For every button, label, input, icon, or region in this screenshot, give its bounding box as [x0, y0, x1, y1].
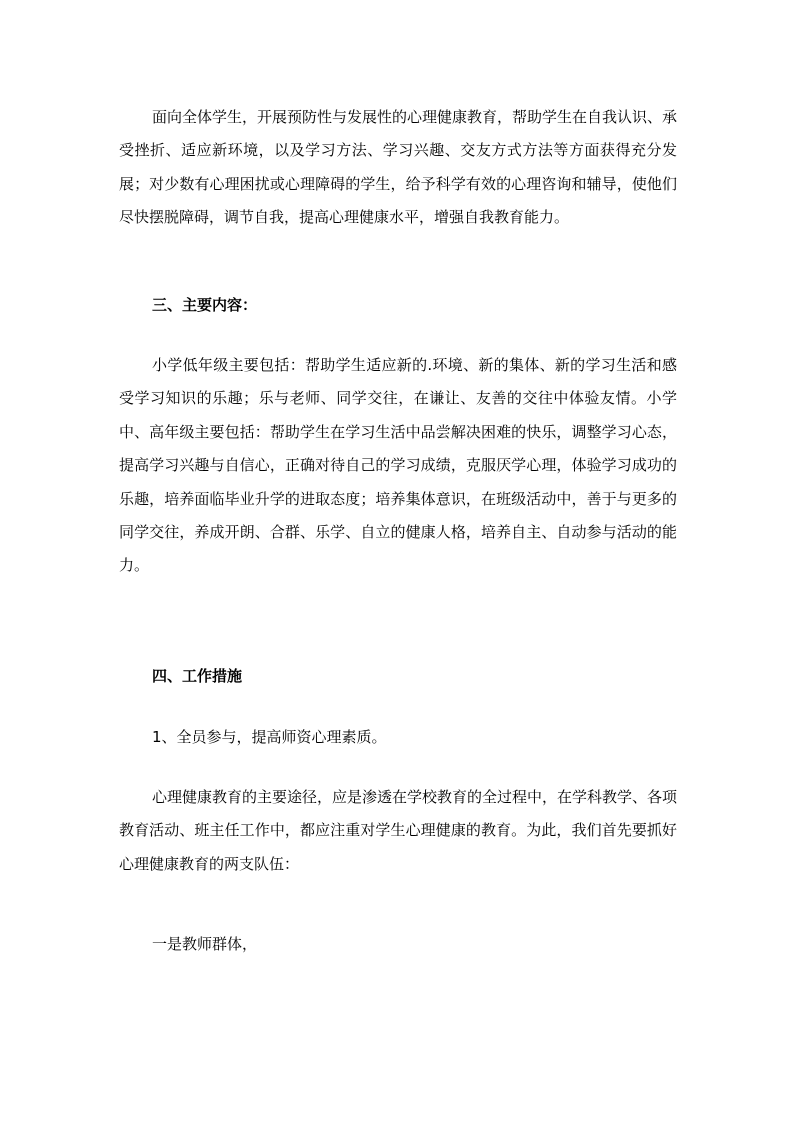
teacher-group-line: 一是教师群体，	[152, 935, 258, 953]
measures-paragraph: 心理健康教育的主要途径，应是渗透在学校教育的全过程中，在学科教学、各项教育活动、班主任工作中，都应注重对学生心理健康的教育。为此，我们首先要抓好心理健康教育的两支队伍：	[119, 788, 678, 873]
section-heading-work-measures: 四、工作措施	[152, 667, 243, 685]
intro-paragraph: 面向全体学生，开展预防性与发展性的心理健康教育，帮助学生在自我认识、承受挫折、适应新环境，以及学习方法、学习兴趣、交友方式方法等方面获得充分发展；对少数有心理困扰或心理障碍的学生，给予科学有效的心理咨询和辅导，使他们尽快摆脱障碍，调节自我，提高心理健康水平，增强自我教育能力。	[119, 108, 678, 227]
section-heading-main-content-block	[119, 295, 677, 315]
measure-item-1: 1、全员参与，提高师资心理素质。	[152, 728, 387, 746]
intro-paragraph-block	[119, 101, 677, 235]
measures-paragraph-block	[119, 781, 677, 881]
teacher-group-line-block	[119, 934, 677, 954]
measure-item-1-block	[119, 727, 677, 747]
section-heading-work-measures-block	[119, 666, 677, 686]
main-content-paragraph-block	[119, 349, 677, 583]
section-heading-main-content: 三、主要内容：	[152, 296, 258, 314]
main-content-paragraph: 小学低年级主要包括：帮助学生适应新的.环境、新的集体、新的学习生活和感受学习知识的乐趣；乐与老师、同学交往，在谦让、友善的交往中体验友情。小学中、高年级主要包括：帮助学生在学习生活中品尝解决困难的快乐，调整学习心态，提高学习兴趣与自信心，正确对待自己的学习成绩，克服厌学心理，体验学习成功的乐趣，培养面临毕业升学的进取态度；培养集体意识，在班级活动中，善于与更多的同学交往，养成开朗、合群、乐学、自立的健康人格，培养自主、自动参与活动的能力。	[119, 356, 677, 575]
